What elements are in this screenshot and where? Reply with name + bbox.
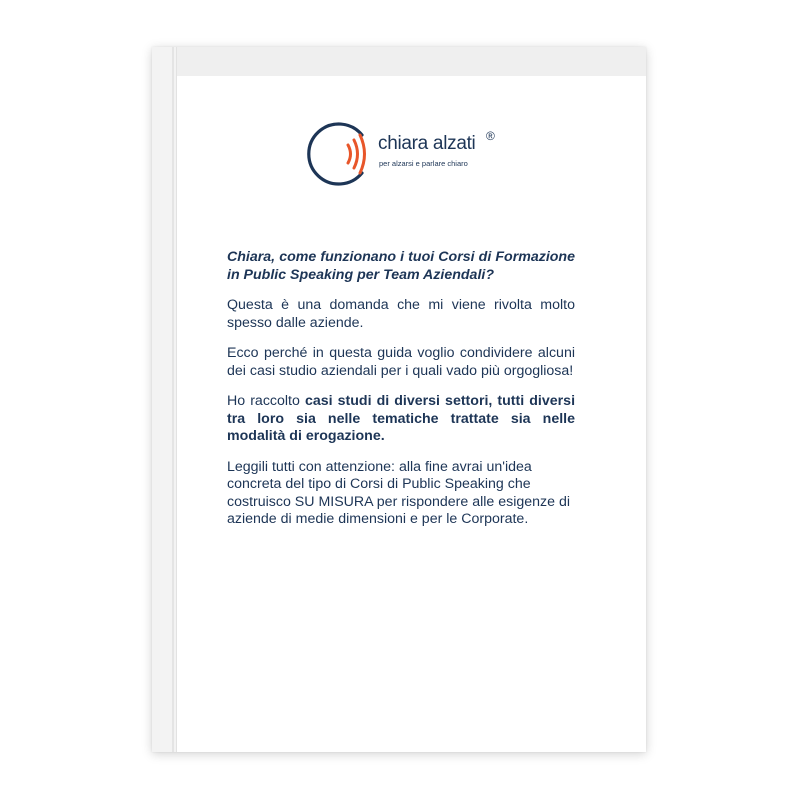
paragraph-3-highlight: casi studi di diversi settori, tutti diversi tra loro sia nelle tematiche trattate sia nelle modalità di erogazione. (227, 393, 576, 444)
brand-logo (300, 118, 530, 190)
paragraph-3-prefix: Ho raccolto (227, 393, 305, 409)
paragraph-3 (227, 393, 575, 446)
intro-question: Chiara, come funzionano i tuoi Corsi di Formazione in Public Speaking per Team Aziendali? (227, 249, 575, 283)
logo-mark-icon (300, 118, 380, 190)
paragraph-4: Leggili tutti con attenzione: alla fine avrai un'idea concreta del tipo di Corsi di Public Speaking che costruisco SU MISURA per rispondere alle esigenze di aziende di medie dimensioni e per le Corporate. (227, 458, 571, 527)
paragraph-2: Ecco perché in questa guida voglio condividere alcuni dei casi studio aziendali per i quali vado più orgogliosa! (227, 345, 575, 379)
brand-tagline: per alzarsi e parlare chiaro (379, 159, 468, 168)
brand-name: chiara alzati (378, 133, 476, 154)
paragraph-1: Questa è una domanda che mi viene rivolta molto spesso dalle aziende. (227, 297, 575, 331)
booklet-top-band (152, 47, 646, 76)
document-body (227, 249, 575, 542)
booklet-fold-line (172, 47, 174, 752)
registered-mark: ® (486, 129, 495, 143)
